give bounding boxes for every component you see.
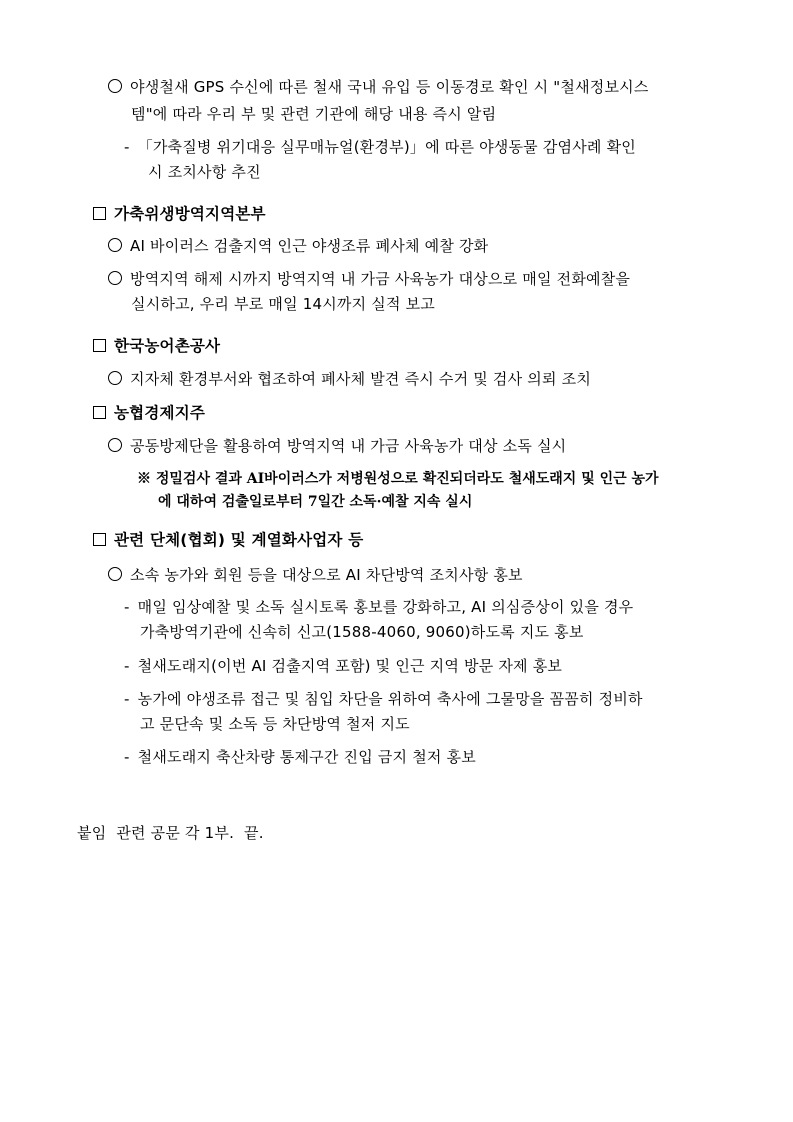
bullet-item <box>108 77 649 97</box>
dash-bullet-icon: - <box>124 690 130 708</box>
dash-bullet-icon: - <box>124 138 130 156</box>
note-line1: ※ 정밀검사 결과 AI바이러스가 저병원성으로 확진되더라도 철새도래지 및 인근 농가 <box>137 471 659 487</box>
note-line2: 에 대하여 검출일로부터 7일간 소독·예찰 지속 실시 <box>158 494 473 510</box>
circle-bullet-icon <box>108 567 122 581</box>
item-text: 소속 농가와 회원 등을 대상으로 AI 차단방역 조치사항 홍보 <box>130 566 523 584</box>
item-text: 공동방제단을 활용하여 방역지역 내 가금 사육농가 대상 소독 실시 <box>130 437 567 455</box>
circle-bullet-icon <box>108 79 122 93</box>
sub-item <box>124 656 562 676</box>
circle-bullet-icon <box>108 438 122 452</box>
section-title: 관련 단체(협회) 및 계열화사업자 등 <box>114 531 364 549</box>
dash-bullet-icon: - <box>124 748 130 766</box>
gps-item-line1: 야생철새 GPS 수신에 따른 철새 국내 유입 등 이동경로 확인 시 "철새정보시스 <box>130 78 649 96</box>
circle-bullet-icon <box>108 271 122 285</box>
sub-item <box>124 137 636 157</box>
attachment-line: 붙임 관련 공문 각 1부. 끝. <box>77 824 264 842</box>
section-heading <box>93 336 220 356</box>
manual-item-line1: 「가축질병 위기대응 실무매뉴얼(환경부)」에 따른 야생동물 감염사례 확인 <box>137 138 636 156</box>
sub-item-text: 철새도래지(이번 AI 검출지역 포함) 및 인근 지역 방문 자제 홍보 <box>137 657 563 675</box>
sub-item-text: 농가에 야생조류 접근 및 침입 차단을 위하여 축사에 그물망을 꼼꼼히 정비하 <box>137 690 643 708</box>
bullet-item <box>108 436 566 456</box>
dash-bullet-icon: - <box>124 598 130 616</box>
bullet-item <box>108 236 488 256</box>
checkbox-square-icon <box>93 533 106 546</box>
sub-item-text-cont: 가축방역기관에 신속히 신고(1588-4060, 9060)하도록 지도 홍보 <box>140 623 584 641</box>
gps-item-line2: 템"에 따라 우리 부 및 관련 기관에 해당 내용 즉시 알림 <box>131 105 497 123</box>
section-heading <box>93 530 363 550</box>
section-title: 가축위생방역지역본부 <box>114 205 266 223</box>
sub-item <box>124 597 633 617</box>
sub-item <box>124 689 643 709</box>
section-heading <box>93 204 266 224</box>
manual-item-line2: 시 조치사항 추진 <box>148 163 261 181</box>
checkbox-square-icon <box>93 207 106 220</box>
sub-item-text-cont: 고 문단속 및 소독 등 차단방역 철저 지도 <box>140 715 410 733</box>
sub-item-text: 매일 임상예찰 및 소독 실시토록 홍보를 강화하고, AI 의심증상이 있을 경우 <box>137 598 634 616</box>
section-title: 한국농어촌공사 <box>114 337 221 355</box>
item-text: 지자체 환경부서와 협조하여 폐사체 발견 즉시 수거 및 검사 의뢰 조치 <box>130 370 592 388</box>
bullet-item <box>108 369 591 389</box>
bullet-item <box>108 565 523 585</box>
item-text-cont: 실시하고, 우리 부로 매일 14시까지 실적 보고 <box>131 295 435 313</box>
sub-item <box>124 747 476 767</box>
circle-bullet-icon <box>108 371 122 385</box>
bullet-item <box>108 269 630 289</box>
dash-bullet-icon: - <box>124 657 130 675</box>
section-heading <box>93 403 205 423</box>
circle-bullet-icon <box>108 238 122 252</box>
sub-item-text: 철새도래지 축산차량 통제구간 진입 금지 철저 홍보 <box>137 748 476 766</box>
checkbox-square-icon <box>93 339 106 352</box>
checkbox-square-icon <box>93 406 106 419</box>
section-title: 농협경제지주 <box>114 404 206 422</box>
item-text: 방역지역 해제 시까지 방역지역 내 가금 사육농가 대상으로 매일 전화예찰을 <box>130 270 631 288</box>
item-text: AI 바이러스 검출지역 인근 야생조류 폐사체 예찰 강화 <box>130 237 489 255</box>
